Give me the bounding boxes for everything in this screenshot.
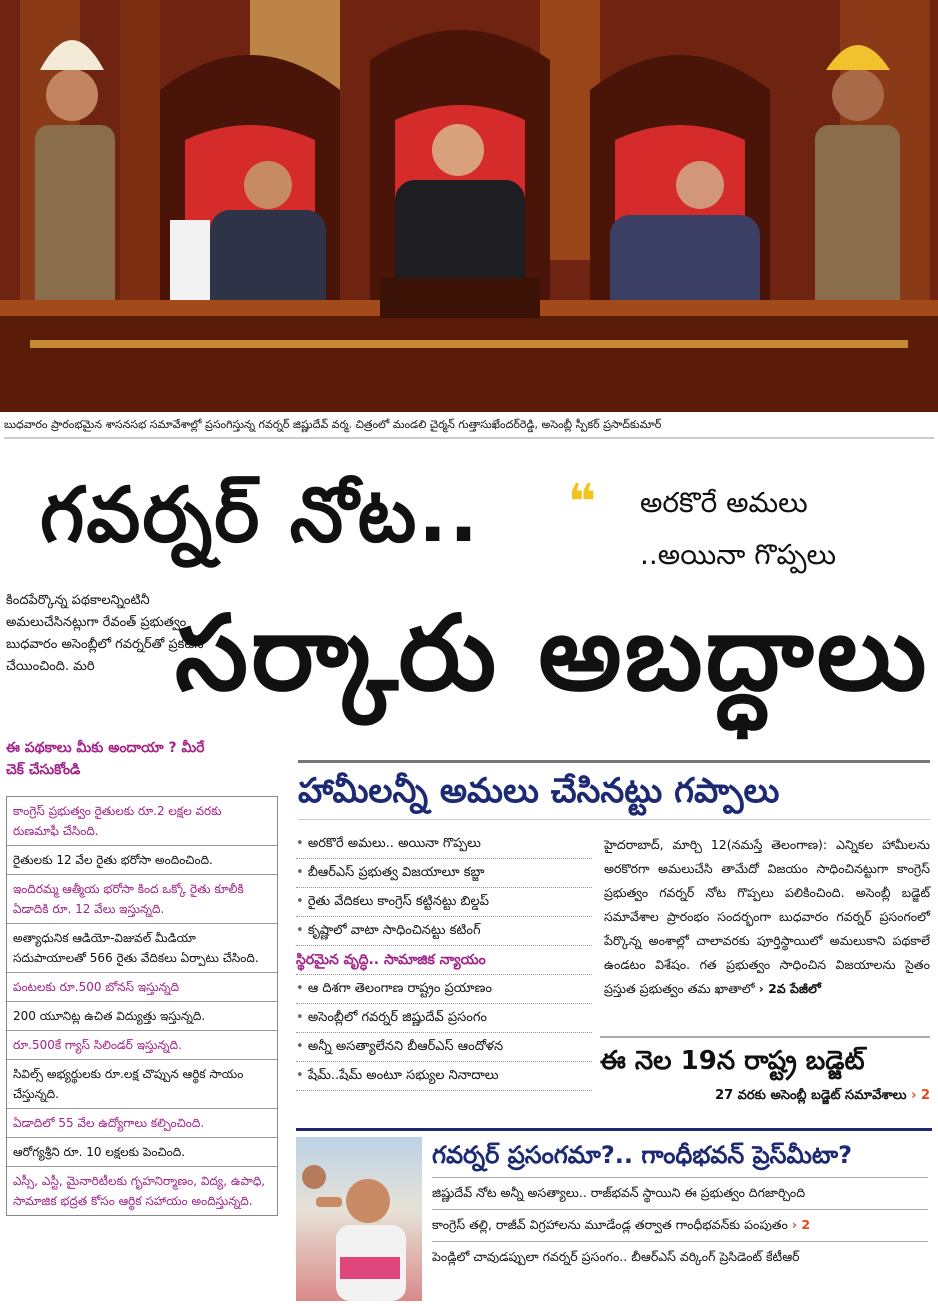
- list-item: రూ.500కే గ్యాస్ సిలిండర్ ఇస్తున్నది.: [7, 1031, 277, 1060]
- list-item: ఏడాదిలో 55 వేల ఉద్యోగాలు కల్పించింది.: [7, 1109, 277, 1138]
- highlight-item: • ఆ దిశగా తెలంగాణ రాష్ట్రం ప్రయాణం: [296, 975, 592, 1004]
- assembly-scene-illustration: [0, 0, 938, 412]
- list-item: రైతులకు 12 వేల రైతు భరోసా అందించింది.: [7, 846, 277, 875]
- budget-box: [600, 1036, 930, 1108]
- continued-link[interactable]: › 2వ పేజీలో: [758, 981, 821, 996]
- budget-subtitle: [600, 1084, 930, 1108]
- related-story-box: [296, 1128, 932, 1301]
- photo-caption: బుధవారం ప్రారంభమైన శాసనసభ సమావేశాల్లో ప్రసంగిస్తున్న గవర్నర్ జిష్ణుదేవ్ వర్మ. చిత్రంలో మండలి చైర్మన్ గుత్తాసుఖేందర్‌రెడ్డి, అసెంబ్లీ స్పీకర్ ప్రసాద్‌కుమార్: [4, 413, 934, 439]
- page-ref-link[interactable]: › 2: [791, 1217, 811, 1232]
- subheadline: హామీలన్నీ అమలు చేసినట్టు గప్పాలు: [298, 760, 930, 820]
- related-line: జిష్ణుదేవ్ నోట అన్నీ అసత్యాలు.. రాజ్‌భవన్ స్థాయిని ఈ ప్రభుత్వం దిగజార్చింది: [432, 1177, 928, 1208]
- highlight-item: • షేమ్..షేమ్ అంటూ సభ్యుల నినాదాలు: [296, 1062, 592, 1091]
- intro-question: ఈ పథకాలు మీకు అందాయా ? మీరే చెక్ చేసుకోండి: [6, 740, 205, 778]
- list-item: ఆరోగ్యశ్రీని రూ. 10 లక్షలకు పెంచింది.: [7, 1138, 277, 1167]
- headline-line1: గవర్నర్ నోట..: [40, 470, 481, 559]
- list-item: ఇందిరమ్మ ఆత్మీయ భరోసా కింద ఒక్కో రైతు కూలీకి ఏడాదికి రూ. 12 వేలు ఇస్తున్నది.: [7, 875, 277, 924]
- speaker-photo: [296, 1137, 422, 1301]
- highlight-item: • అరకొరే అమలు.. అయినా గొప్పలు: [296, 830, 592, 859]
- highlight-item: • కృష్ణాలో వాటా సాధించినట్టు కటింగ్: [296, 917, 592, 946]
- quote-icon: ❝: [568, 474, 597, 530]
- quote-line1: అరకొరే అమలు: [640, 486, 808, 519]
- list-item: అత్యాధునిక ఆడియో-విజువల్ మీడియా సదుపాయాలతో 566 రైతు వేదికలు ఏర్పాటు చేసింది.: [7, 924, 277, 973]
- quote-line2: ..అయినా గొప్పలు: [640, 538, 837, 571]
- article-body: [604, 833, 930, 1001]
- hero-photo: [0, 0, 938, 412]
- highlight-item: • బీఆర్‌ఎస్ ప్రభుత్వ విజయాలూ కబ్జా: [296, 859, 592, 888]
- headline-line2: సర్కారు అబద్ధాలు: [175, 592, 930, 714]
- budget-title: ఈ నెల 19న రాష్ట్ర బడ్జెట్: [600, 1046, 865, 1076]
- highlight-item: • రైతు వేదికలు కాంగ్రెస్ కట్టినట్టు బిల్డప్: [296, 888, 592, 917]
- list-item: 200 యూనిట్ల ఉచిత విద్యుత్తు ఇస్తున్నది.: [7, 1002, 277, 1031]
- budget-subtitle-text: 27 వరకు అసెంబ్లీ బడ్జెట్ సమావేశాలు: [715, 1088, 907, 1103]
- list-item: కాంగ్రెస్ ప్రభుత్వం రైతులకు రూ.2 లక్షల వరకు రుణమాఫీ చేసింది.: [7, 797, 277, 846]
- related-line: [432, 1209, 928, 1240]
- scheme-list: [6, 796, 278, 1216]
- page-ref-link[interactable]: › 2: [911, 1088, 930, 1103]
- list-item: సివిల్స్ అభ్యర్థులకు రూ.లక్ష చొప్పున ఆర్థిక సాయం చేస్తున్నది.: [7, 1060, 277, 1109]
- list-item: ఎస్సీ, ఎస్టీ, మైనారిటీలకు గృహనిర్మాణం, విద్య, ఉపాధి, సామాజిక భద్రత కోసం ఆర్థిక సహాయం అందిస్తున్నది.: [13, 1174, 266, 1208]
- related-line: పెండ్లిలో చావుడప్పులా గవర్నర్ ప్రసంగం.. బీఆర్‌ఎస్ వర్కింగ్ ప్రెసిడెంట్ కేటీఆర్: [432, 1241, 928, 1272]
- intro-text: కిందపేర్కొన్న పథకాలన్నింటినీ అమలుచేసినట్లుగా రేవంత్ ప్రభుత్వం బుధవారం అసెంబ్లీలో గవర్నర్‌తో ప్రకటన చేయించింది. మరి: [6, 593, 204, 674]
- list-item: పంటలకు రూ.500 బోనస్ ఇస్తున్నది: [7, 973, 277, 1002]
- related-title: గవర్నర్ ప్రసంగమా?.. గాంధీభవన్ ప్రెస్‌మీటా?: [432, 1141, 853, 1169]
- highlight-item: • అన్నీ అసత్యాలేనని బీఆర్‌ఎస్ ఆందోళన: [296, 1033, 592, 1062]
- highlight-heading: స్థిరమైన వృద్ధి.. సామాజిక న్యాయం: [296, 946, 592, 975]
- highlight-item: • అసెంబ్లీలో గవర్నర్ జిష్ణుదేవ్ ప్రసంగం: [296, 1004, 592, 1033]
- related-line-text: కాంగ్రెస్ తల్లి, రాజీవ్ విగ్రహాలను మూడేండ్ల తర్వాత గాంధీభవన్‌కు పంపుతం: [432, 1217, 788, 1232]
- article-text: హైదరాబాద్, మార్చి 12(నమస్తే తెలంగాణ): ఎన్నికల హామీలను అరకొరగా అమలుచేసి తామేదో విజయం సాధించినట్టుగా కాంగ్రెస్ ప్రభుత్వం గవర్నర్ నోట గొప్పలు పలికించింది. అసెంబ్లీ బడ్జెట్ సమావేశాల ప్రారంభం సందర్భంగా బుధవారం గవర్నర్ ప్రసంగంలో పేర్కొన్న అంశాల్లో చాలావరకు పూర్తిస్థాయిలో అమలుకాని పథకాలే ఉండటం విశేషం. గత ప్రభుత్వం సాధించిన విజయాలను సైతం ప్రస్తుత ప్రభుత్వం తమ ఖాతాలో: [604, 837, 930, 996]
- highlights-list: [296, 830, 592, 1091]
- speaker-illustration: [296, 1137, 422, 1301]
